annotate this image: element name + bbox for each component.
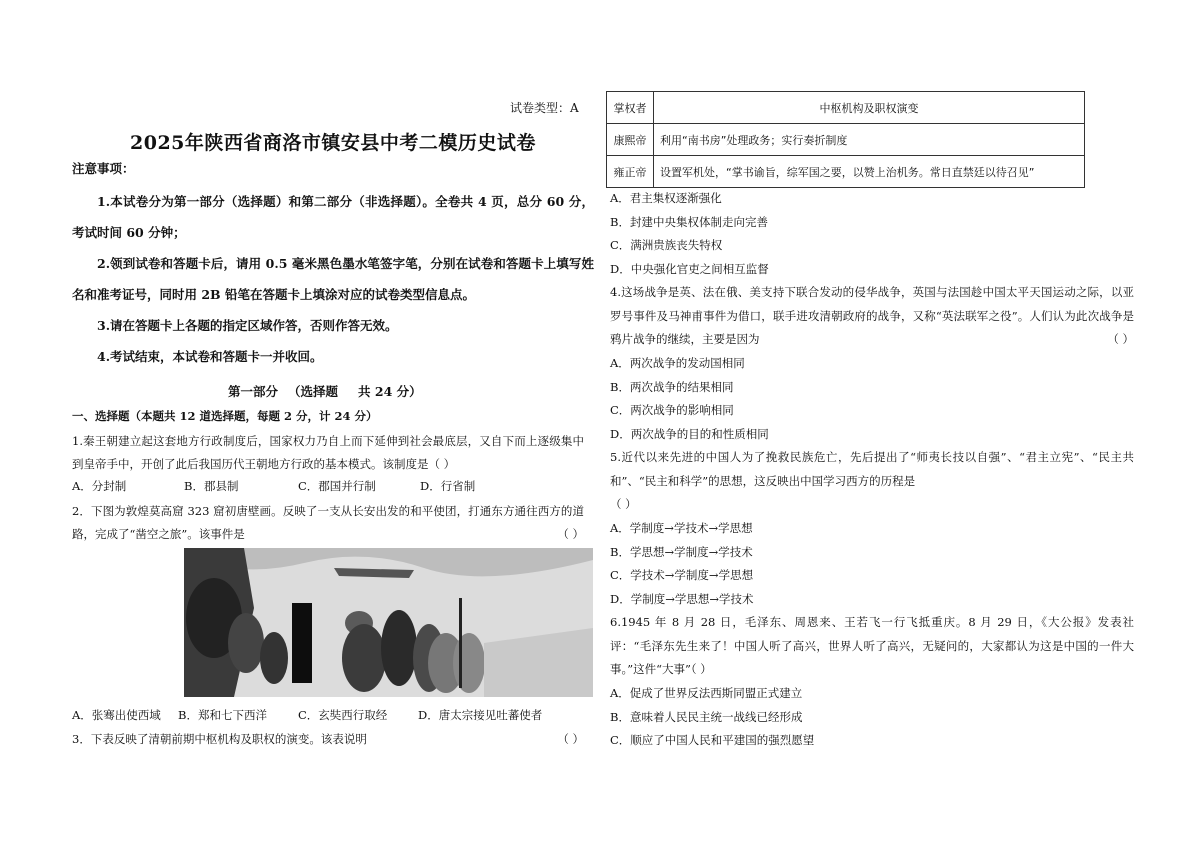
paper-type-label: 试卷类型：A xyxy=(510,101,579,115)
part-one-title-c: 共 24 分） xyxy=(358,384,422,399)
part-one-title-b: （选择题 xyxy=(288,384,339,399)
table-cell: 设置军机处，“掌书谕旨，综军国之要，以赞上治机务。常日直禁廷以待召见” xyxy=(654,156,1085,188)
option: A．君主集权逐渐强化 xyxy=(610,191,722,205)
notice-item: 3.请在答题卡上各题的指定区域作答，否则作答无效。 xyxy=(97,318,398,333)
question-stem: 1.秦王朝建立起这套地方行政制度后，国家权力乃自上而下延伸到社会最底层，又自下而上逐级集中到皇帝手中，开创了此后我国历代王朝地方行政的基本模式。该制度是（ ） xyxy=(72,434,584,471)
dunhuang-mural-image xyxy=(184,548,593,697)
question-stem: 2．下图为敦煌莫高窟 323 窟初唐壁画。反映了一支从长安出发的和平使团，打通东方通往西方的道路，完成了“凿空之旅”。该事件是 xyxy=(72,504,584,541)
table-header-cell: 中枢机构及职权演变 xyxy=(654,92,1085,124)
option: C．两次战争的影响相同 xyxy=(610,403,734,417)
option: C．玄奘西行取经 xyxy=(298,708,388,722)
question-stem: 5.近代以来先进的中国人为了挽救民族危亡，先后提出了“师夷长技以自强”、“君主立宪”、“民主共和”、“民主和科学”的思想，这反映出中国学习西方的历程是 xyxy=(610,450,1134,488)
notice-list xyxy=(72,186,594,372)
notice-item: 4.考试结束，本试卷和答题卡一并收回。 xyxy=(97,349,323,364)
section-heading: 一、选择题（本题共 12 道选择题，每题 2 分，计 24 分） xyxy=(72,409,378,423)
question-5-options xyxy=(610,517,754,611)
option: D．唐太宗接见吐蕃使者 xyxy=(418,708,543,722)
mural-illustration xyxy=(184,548,593,697)
answer-bracket: （ ） xyxy=(557,732,584,746)
option: D．行省制 xyxy=(420,479,476,493)
option: B．学思想→学制度→学技术 xyxy=(610,544,753,559)
exam-title: 2025年陕西省商洛市镇安县中考二模历史试卷 xyxy=(130,132,536,154)
question-3-options xyxy=(610,187,769,281)
question-3 xyxy=(72,728,584,751)
question-4-options xyxy=(610,352,769,446)
option: D．中央强化官吏之间相互监督 xyxy=(610,261,769,276)
option: C．学技术→学制度→学思想 xyxy=(610,568,754,582)
option: B．两次战争的结果相同 xyxy=(610,379,734,394)
notice-item: 2.领到试卷和答题卡后，请用 0.5 毫米黑色墨水笔签字笔，分别在试卷和答题卡上填写姓名和准考证号，同时用 2B 铅笔在答题卡上填涂对应的试卷类型信息点。 xyxy=(72,256,594,302)
table-cell: 利用“南书房”处理政务；实行奏折制度 xyxy=(654,124,1085,156)
answer-bracket: （ ） xyxy=(1107,332,1134,346)
notice-heading: 注意事项： xyxy=(72,161,135,176)
question-stem: 4.这场战争是英、法在俄、美支持下联合发动的侵华战争，英国与法国趁中国太平天国运动之际，以亚罗号事件及马神甫事件为借口，联手进攻清朝政府的战争，又称“英法联军之役”。人们认为此次战争是鸦片战争的继续，主要是因为 xyxy=(610,285,1134,346)
option: A．张骞出使西域 xyxy=(72,708,161,722)
table-cell: 康熙帝 xyxy=(607,124,654,156)
question-stem: 6.1945 年 8 月 28 日，毛泽东、周恩来、王若飞一行飞抵重庆。8 月 29 日，《大公报》发表社评：“毛泽东先生来了！中国人听了高兴，世界人听了高兴，无疑问的，大家都认为这是中国的一件大事。”这件“大事”（ ） xyxy=(610,615,1134,676)
question-6-options xyxy=(610,682,814,753)
option: B．封建中央集权体制走向完善 xyxy=(610,214,768,229)
table-row xyxy=(607,124,1085,156)
question-5 xyxy=(610,446,1134,517)
question-stem: 3．下表反映了清朝前期中枢机构及职权的演变。该表说明 xyxy=(72,732,367,746)
table-header-cell: 掌权者 xyxy=(607,92,654,124)
question-1-options xyxy=(72,478,572,494)
table-row xyxy=(607,156,1085,188)
option: C．满洲贵族丧失特权 xyxy=(610,238,723,252)
option: C．郡国并行制 xyxy=(298,479,376,493)
q3-table xyxy=(606,91,1085,188)
question-2-options xyxy=(72,707,572,723)
question-2 xyxy=(72,500,584,546)
table-header-row xyxy=(607,92,1085,124)
option: B．郑和七下西洋 xyxy=(178,708,267,722)
question-6 xyxy=(610,611,1134,682)
question-1 xyxy=(72,430,584,476)
option: D．两次战争的目的和性质相同 xyxy=(610,426,769,441)
option: B．郡县制 xyxy=(184,479,239,493)
part-one-title-a: 第一部分 xyxy=(228,384,279,399)
option: D．学制度→学思想→学技术 xyxy=(610,591,754,606)
option: A．分封制 xyxy=(72,479,127,493)
notice-item: 1.本试卷分为第一部分（选择题）和第二部分（非选择题）。全卷共 4 页，总分 60 分，考试时间 60 分钟； xyxy=(72,194,594,240)
option: B．意味着人民民主统一战线已经形成 xyxy=(610,709,803,724)
answer-bracket: （ ） xyxy=(557,527,584,541)
option: A．促成了世界反法西斯同盟正式建立 xyxy=(610,686,803,700)
table-cell: 雍正帝 xyxy=(607,156,654,188)
option: A．学制度→学技术→学思想 xyxy=(610,521,753,535)
answer-bracket: （ ） xyxy=(610,497,637,511)
option: A．两次战争的发动国相同 xyxy=(610,356,745,370)
option: C．顺应了中国人民和平建国的强烈愿望 xyxy=(610,733,815,747)
part-one-title xyxy=(228,382,422,400)
question-4 xyxy=(610,281,1134,352)
